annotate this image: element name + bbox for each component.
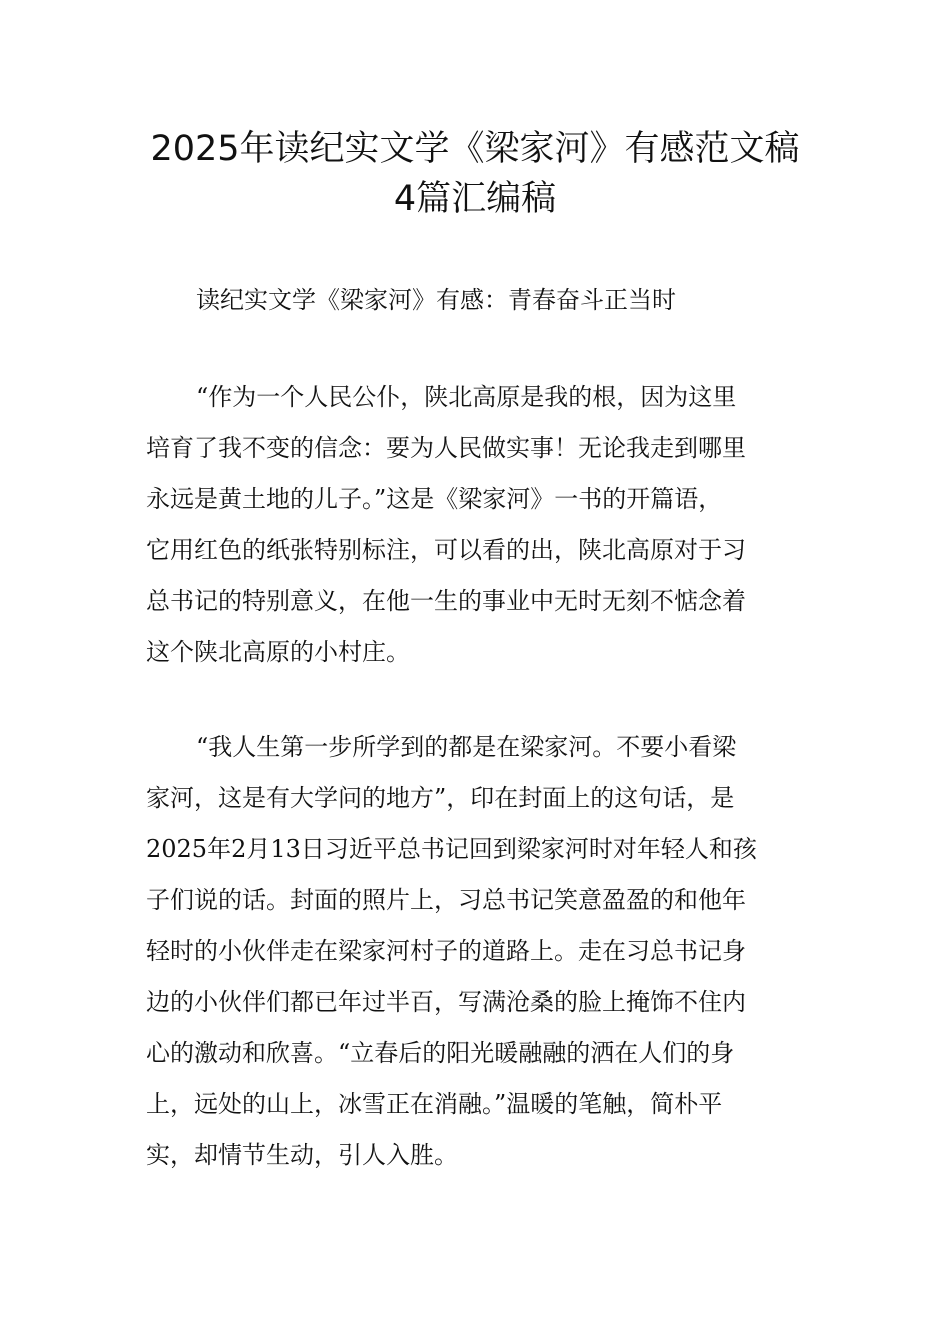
paragraph-line: 2025年2月13日习近平总书记回到梁家河时对年轻人和孩: [146, 835, 757, 863]
paragraph-line: 家河，这是有大学问的地方”，印在封面上的这句话，是: [146, 784, 735, 812]
document-title-line-2: 4篇汇编稿: [393, 179, 557, 219]
paragraph-line: 它用红色的纸张特别标注，可以看的出，陕北高原对于习: [146, 536, 746, 564]
paragraph-line: 轻时的小伙伴走在梁家河村子的道路上。走在习总书记身: [146, 937, 746, 965]
paragraph-line: 子们说的话。封面的照片上，习总书记笑意盈盈的和他年: [146, 886, 746, 914]
paragraph-line: “作为一个人民公仆，陕北高原是我的根，因为这里: [196, 383, 737, 411]
paragraph-1: [146, 380, 810, 686]
article-subtitle: 读纪实文学《梁家河》有感：青春奋斗正当时: [196, 286, 676, 314]
paragraph-line: 实，却情节生动，引人入胜。: [146, 1141, 458, 1169]
paragraph-line: 上，远处的山上，冰雪正在消融。”温暖的笔触，简朴平: [146, 1090, 723, 1118]
paragraph-2: [146, 730, 810, 1189]
paragraph-line: 心的激动和欣喜。“立春后的阳光暖融融的洒在人们的身: [146, 1039, 735, 1067]
paragraph-line: 永远是黄土地的儿子。”这是《梁家河》一书的开篇语，: [146, 485, 723, 513]
paragraph-line: 培育了我不变的信念：要为人民做实事！无论我走到哪里: [146, 434, 746, 462]
paragraph-line: 边的小伙伴们都已年过半百，写满沧桑的脸上掩饰不住内: [146, 988, 746, 1016]
paragraph-line: 这个陕北高原的小村庄。: [146, 638, 410, 666]
paragraph-line: 总书记的特别意义，在他一生的事业中无时无刻不惦念着: [146, 587, 746, 615]
document-title-line-1: 2025年读纪实文学《梁家河》有感范文稿: [150, 129, 800, 169]
paragraph-line: “我人生第一步所学到的都是在梁家河。不要小看梁: [196, 733, 737, 761]
